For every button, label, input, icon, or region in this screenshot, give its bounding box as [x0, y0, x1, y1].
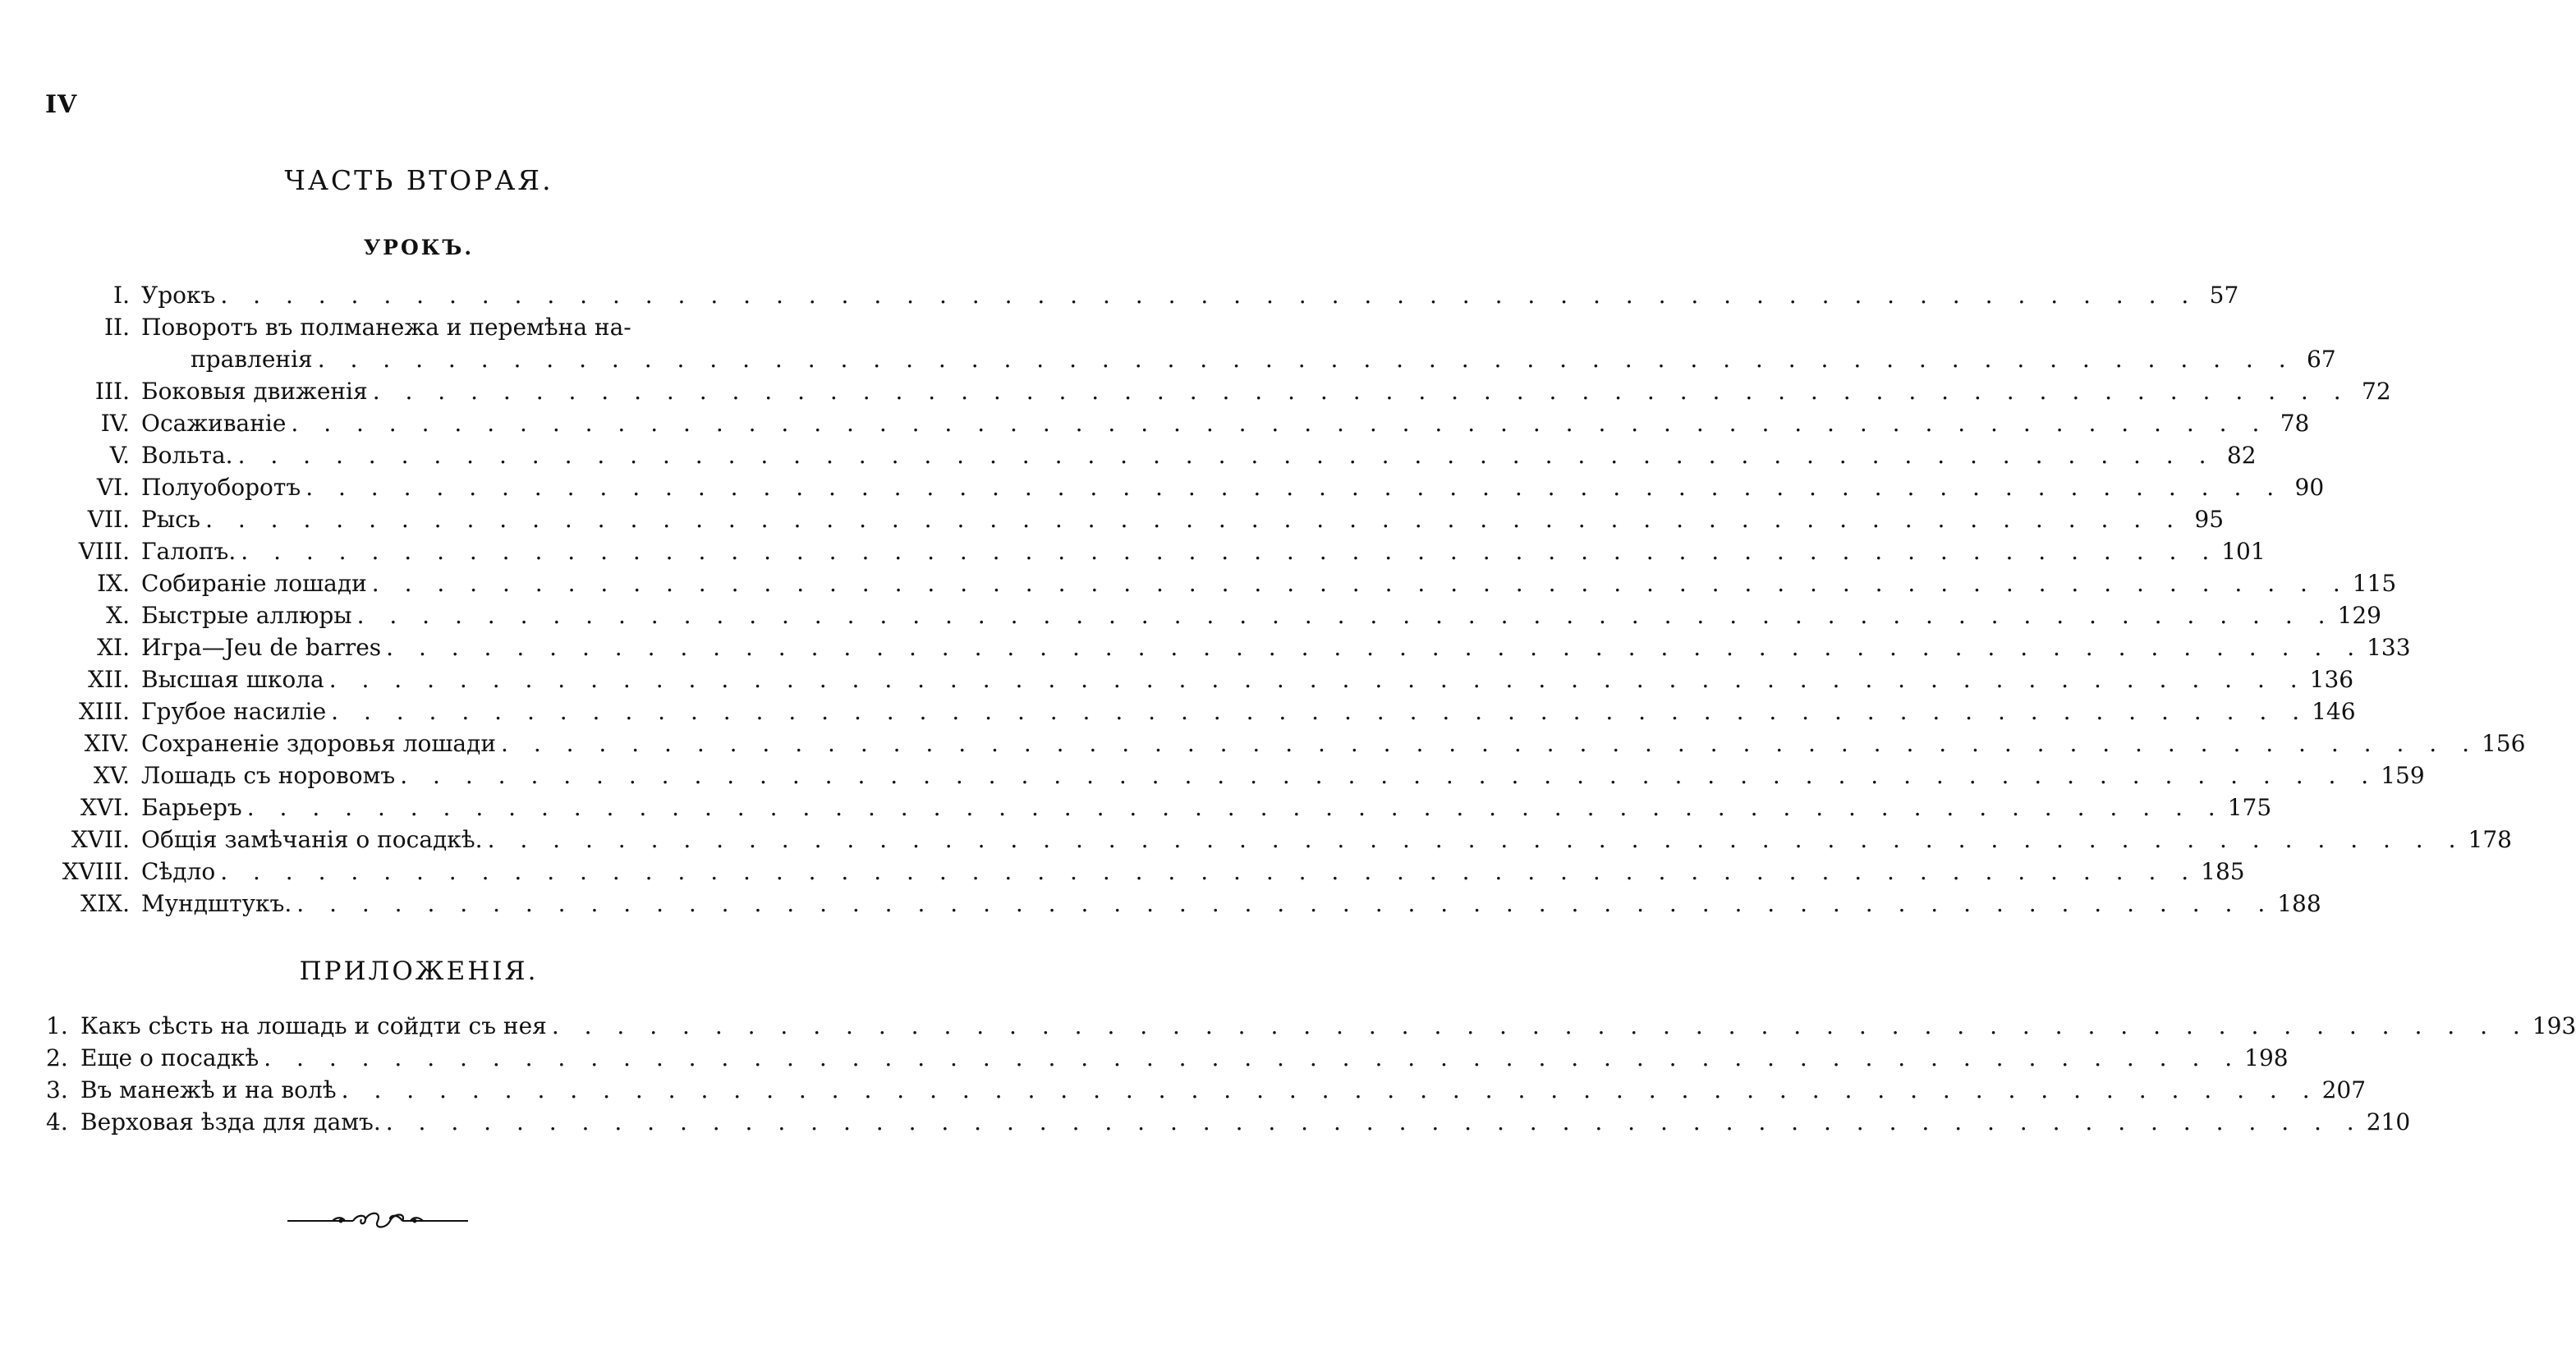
dot-leader: . . . . . . . . . . . . . . . . . . . . . . . . . . . . . . . . . . . . . . . . . . . . . . . . . . . . . . . . . . . . . — [246, 794, 2225, 821]
entry-page-number: 133 — [2367, 634, 2411, 661]
toc-entry — [0, 471, 2325, 503]
dot-leader: . . . . . . . . . . . . . . . . . . . . . . . . . . . . . . . . . . . . . . . . . . . . . . . . . . . . . . . . . . . . . — [501, 730, 2478, 757]
entry-page-number: 95 — [2194, 506, 2225, 533]
appendix-entry-title: Верховая ѣзда для дамъ. — [80, 1108, 381, 1135]
dot-leader: . . . . . . . . . . . . . . . . . . . . . . . . . . . . . . . . . . . . . . . . . . . . . . . . . . . . . . . . . . . . . — [220, 282, 2198, 309]
appendix-page-number: 207 — [2321, 1076, 2367, 1103]
entry-title: Поворотъ въ полманежа и перемѣна на- — [141, 314, 631, 341]
entry-title-line — [141, 471, 2325, 503]
entry-roman-numeral: IV. — [100, 410, 130, 437]
appendix-entry — [0, 1106, 2411, 1138]
entry-title-line — [141, 439, 2257, 471]
toc-entry — [0, 663, 2354, 695]
entry-page-number: 82 — [2226, 442, 2257, 469]
entry-page-number: 67 — [2307, 346, 2336, 373]
entry-title-cont: правленія — [191, 346, 313, 373]
toc-entry — [0, 599, 2381, 631]
entry-roman-numeral: XVIII. — [62, 858, 130, 885]
entry-title: Осаживаніе — [141, 410, 287, 437]
entry-roman-numeral: V. — [109, 442, 130, 469]
entry-roman-numeral: XV. — [93, 762, 130, 789]
page-number: IV — [45, 90, 78, 119]
appendix-title-line — [80, 1106, 2411, 1138]
entry-roman-numeral: VI. — [96, 474, 130, 501]
entry-page-number: 146 — [2312, 698, 2356, 725]
entry-roman-numeral: XVII. — [71, 826, 130, 853]
appendix-number: 3. — [46, 1076, 68, 1103]
toc-entry — [0, 695, 2356, 727]
dot-leader: . . . . . . . . . . . . . . . . . . . . . . . . . . . . . . . . . . . . . . . . . . . . . . . . . . . . . . . . . . . . . — [291, 410, 2269, 437]
dot-leader: . . . . . . . . . . . . . . . . . . . . . . . . . . . . . . . . . . . . . . . . . . . . . . . . . . . . . . . . . . . . . — [296, 890, 2275, 917]
entry-roman-numeral: VIII. — [78, 538, 130, 565]
entry-title-line — [141, 407, 2310, 439]
entry-title: Вольта. — [141, 442, 233, 469]
entry-roman-numeral: XIV. — [84, 730, 130, 757]
appendix-number: 1. — [46, 1012, 68, 1039]
entry-page-number: 90 — [2294, 474, 2325, 501]
entry-title-line — [141, 791, 2272, 824]
entry-roman-numeral: XVI. — [80, 794, 130, 821]
dot-leader: . . . . . . . . . . . . . . . . . . . . . . . . . . . . . . . . . . . . . . . . . . . . . . . . . . . . . . . . . . . . . — [328, 666, 2307, 693]
entry-page-number: 101 — [2221, 538, 2266, 565]
entry-roman-numeral: I. — [113, 282, 130, 309]
appendix-entry — [0, 1010, 2576, 1042]
entry-title-line — [141, 535, 2266, 567]
entry-title-line — [141, 599, 2381, 631]
entry-title-line — [141, 311, 700, 343]
entry-page-number: 78 — [2280, 410, 2310, 437]
entry-title: Барьеръ — [141, 794, 242, 821]
toc-entry — [0, 631, 2411, 663]
entry-title: Высшая школа — [141, 666, 324, 693]
toc-entry — [0, 791, 2272, 824]
entry-title-line — [141, 567, 2397, 599]
lessons-heading: УРОКЪ. — [363, 236, 475, 259]
entry-title: Быстрые аллюры — [141, 602, 352, 629]
appendix-title-line — [80, 1010, 2576, 1042]
entry-title: Полуоборотъ — [141, 474, 301, 501]
toc-entry — [0, 439, 2257, 471]
entry-title: Игра—Jeu de barres — [141, 634, 382, 661]
toc-entry — [0, 888, 2321, 920]
entry-roman-numeral: XIII. — [78, 698, 130, 725]
entry-title: Галопъ. — [141, 538, 236, 565]
appendix-title-line — [80, 1074, 2367, 1106]
toc-entry — [0, 759, 2425, 791]
entry-roman-numeral: XII. — [88, 666, 130, 693]
toc-entry — [0, 727, 2526, 759]
entry-roman-numeral: XI. — [97, 634, 130, 661]
entry-title: Собираніе лошади — [141, 570, 367, 597]
dot-leader: . . . . . . . . . . . . . . . . . . . . . . . . . . . . . . . . . . . . . . . . . . . . . . . . . . . . . . . . . . . . . — [237, 442, 2216, 469]
entry-title-line — [141, 888, 2321, 920]
entry-roman-numeral: VII. — [87, 506, 130, 533]
appendix-entry-title: Въ манежѣ и на волѣ — [80, 1076, 337, 1103]
entry-title-line — [141, 663, 2354, 695]
entry-page-number: 178 — [2468, 826, 2512, 853]
entry-title: Общія замѣчанія о посадкѣ. — [141, 826, 483, 853]
dot-leader: . . . . . . . . . . . . . . . . . . . . . . . . . . . . . . . . . . . . . . . . . . . . . . . . . . . . . . . . . . . . . — [220, 858, 2198, 885]
dot-leader: . . . . . . . . . . . . . . . . . . . . . . . . . . . . . . . . . . . . . . . . . . . . . . . . . . . . . . . . . . . . . — [371, 570, 2349, 597]
entry-title-line — [141, 695, 2356, 727]
entry-title: Лошадь съ норовомъ — [141, 762, 396, 789]
toc-entry — [0, 279, 2239, 311]
appendix-entry-title: Еще о посадкѣ — [80, 1044, 259, 1071]
appendix-page-number: 198 — [2244, 1044, 2289, 1071]
appendix-number: 4. — [46, 1108, 68, 1135]
dot-leader: . . . . . . . . . . . . . . . . . . . . . . . . . . . . . . . . . . . . . . . . . . . . . . . . . . . . . . . . . . . . . — [385, 1108, 2363, 1135]
dot-leader: . . . . . . . . . . . . . . . . . . . . . . . . . . . . . . . . . . . . . . . . . . . . . . . . . . . . . . . . . . . . . — [305, 474, 2284, 501]
dot-leader: . . . . . . . . . . . . . . . . . . . . . . . . . . . . . . . . . . . . . . . . . . . . . . . . . . . . . . . . . . . . . — [400, 762, 2378, 789]
appendix-entry — [0, 1074, 2367, 1106]
entry-title-line — [141, 856, 2245, 888]
entry-title-line — [141, 727, 2526, 759]
lessons-toc — [0, 279, 2526, 920]
dot-leader: . . . . . . . . . . . . . . . . . . . . . . . . . . . . . . . . . . . . . . . . . . . . . . . . . . . . . . . . . . . . . — [372, 378, 2350, 405]
entry-page-number: 188 — [2277, 890, 2321, 917]
appendix-entry-title: Какъ сѣсть на лошадь и сойдти съ нея — [80, 1012, 547, 1039]
entry-page-number: 136 — [2309, 666, 2354, 693]
dot-leader: . . . . . . . . . . . . . . . . . . . . . . . . . . . . . . . . . . . . . . . . . . . . . . . . . . . . . . . . . . . . . — [341, 1076, 2319, 1103]
dot-leader: . . . . . . . . . . . . . . . . . . . . . . . . . . . . . . . . . . . . . . . . . . . . . . . . . . . . . . . . . . . . . — [264, 1044, 2242, 1071]
entry-page-number: 156 — [2481, 730, 2526, 757]
entry-title-continuation — [191, 343, 2336, 375]
appendix-toc — [0, 1010, 2576, 1138]
toc-entry — [0, 856, 2245, 888]
entry-page-number: 159 — [2381, 762, 2425, 789]
entry-title-line — [141, 631, 2411, 663]
entry-page-number: 185 — [2201, 858, 2245, 885]
entry-title: Мундштукъ. — [141, 890, 292, 917]
appendix-title-line — [80, 1042, 2289, 1074]
entry-title-line — [141, 375, 2391, 407]
toc-entry — [0, 824, 2512, 856]
entry-title: Боковыя движенія — [141, 378, 368, 405]
dot-leader: . . . . . . . . . . . . . . . . . . . . . . . . . . . . . . . . . . . . . . . . . . . . . . . . . . . . . . . . . . . . . — [241, 538, 2219, 565]
entry-page-number: 175 — [2227, 794, 2272, 821]
toc-entry — [0, 375, 2391, 407]
dot-leader: . . . . . . . . . . . . . . . . . . . . . . . . . . . . . . . . . . . . . . . . . . . . . . . . . . . . . . . . . . . . . — [551, 1012, 2529, 1039]
toc-entry — [0, 535, 2266, 567]
entry-title-line — [141, 759, 2425, 791]
entry-roman-numeral: X. — [106, 602, 130, 629]
entry-title-line — [141, 824, 2512, 856]
part-title: ЧАСТЬ ВТОРАЯ. — [284, 164, 553, 196]
entry-roman-numeral: II. — [103, 314, 130, 341]
dot-leader: . . . . . . . . . . . . . . . . . . . . . . . . . . . . . . . . . . . . . . . . . . . . . . . . . . . . . . . . . . . . . — [317, 346, 2295, 373]
entry-page-number: 129 — [2337, 602, 2381, 629]
toc-entry — [0, 311, 2336, 375]
dot-leader: . . . . . . . . . . . . . . . . . . . . . . . . . . . . . . . . . . . . . . . . . . . . . . . . . . . . . . . . . . . . . — [386, 634, 2364, 661]
entry-title: Сѣдло — [141, 858, 216, 885]
entry-roman-numeral: XIX. — [80, 890, 130, 917]
entry-title: Грубое насиліе — [141, 698, 327, 725]
entry-page-number: 115 — [2352, 570, 2397, 597]
entry-title: Рысь — [141, 506, 201, 533]
entry-title-line — [141, 279, 2239, 311]
appendix-page-number: 210 — [2366, 1108, 2411, 1135]
appendix-number: 2. — [46, 1044, 68, 1071]
entry-page-number: 72 — [2362, 378, 2391, 405]
dot-leader: . . . . . . . . . . . . . . . . . . . . . . . . . . . . . . . . . . . . . . . . . . . . . . . . . . . . . . . . . . . . . — [205, 506, 2183, 533]
dot-leader: . . . . . . . . . . . . . . . . . . . . . . . . . . . . . . . . . . . . . . . . . . . . . . . . . . . . . . . . . . . . . — [356, 602, 2335, 629]
toc-entry — [0, 407, 2310, 439]
toc-entry — [0, 567, 2397, 599]
dot-leader: . . . . . . . . . . . . . . . . . . . . . . . . . . . . . . . . . . . . . . . . . . . . . . . . . . . . . . . . . . . . . — [487, 826, 2465, 853]
appendix-page-number: 193 — [2532, 1012, 2576, 1039]
ornament-divider — [283, 1203, 472, 1236]
entry-roman-numeral: IX. — [97, 570, 130, 597]
entry-title: Урокъ — [141, 282, 216, 309]
entry-page-number: 57 — [2209, 282, 2239, 309]
entry-roman-numeral: III. — [94, 378, 130, 405]
entry-title-line — [141, 503, 2225, 535]
appendix-title: ПРИЛОЖЕНІЯ. — [299, 957, 539, 986]
toc-entry — [0, 503, 2225, 535]
dot-leader: . . . . . . . . . . . . . . . . . . . . . . . . . . . . . . . . . . . . . . . . . . . . . . . . . . . . . . . . . . . . . — [331, 698, 2309, 725]
entry-title: Сохраненіе здоровья лошади — [141, 730, 497, 757]
appendix-entry — [0, 1042, 2289, 1074]
